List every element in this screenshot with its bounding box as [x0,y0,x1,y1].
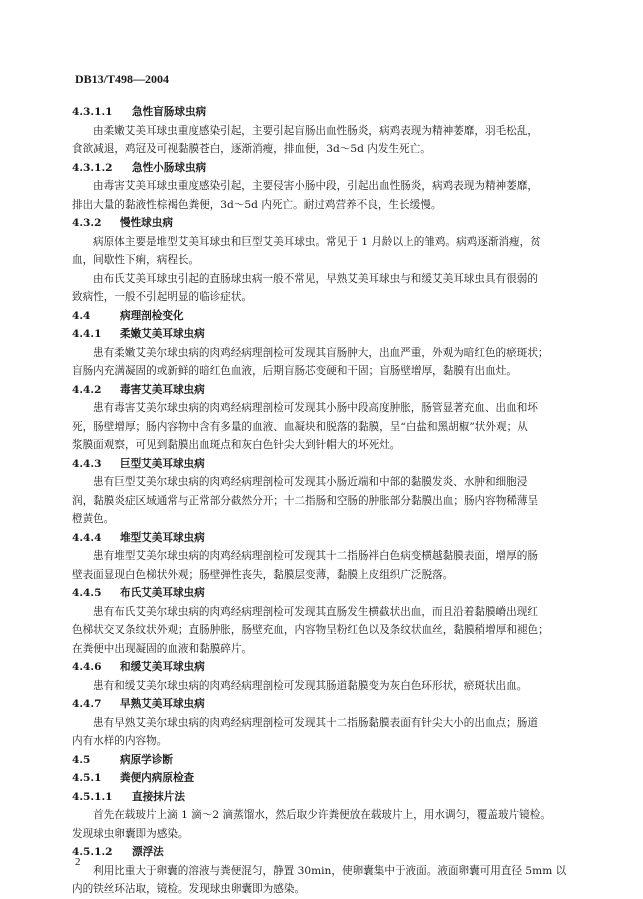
paragraph-line: 患有布氏艾美尔球虫病的肉鸡经病理剖检可发现其直肠发生横截状出血，而且沿着黏膜嵴出现红 [93,605,538,618]
paragraph-line: 死，肠壁增厚；肠内容物中含有多量的血液、血凝块和脱落的黏膜，呈“白盐和黑胡椒”状外观；从 [72,420,528,433]
section-title: 粪便内病原检查 [120,772,195,784]
section-title: 柔嫩艾美耳球虫病 [120,328,205,340]
section-number: 4.5.1 [72,772,102,784]
section-title: 毒害艾美耳球虫病 [120,383,205,396]
section-heading [72,381,580,400]
section-heading [72,214,580,233]
document-body [72,103,580,899]
section-title: 急性小肠球虫病 [132,161,207,174]
section-heading [72,325,580,344]
section-number: 4.4.1 [72,328,102,340]
section-number: 4.4.6 [72,661,102,673]
document-code: DB13/T498—2004 [75,72,170,86]
section-number: 4.4.7 [72,698,102,710]
section-heading [72,584,580,603]
paragraph-line: 患有早熟艾美尔球虫病的肉鸡经病理剖检可发现其十二指肠黏膜表面有针尖大小的出血点；肠道 [93,716,538,729]
section-heading [72,769,580,788]
section-number: 4.3.2 [72,217,102,229]
section-title: 漂浮法 [132,846,164,858]
paragraph-line: 壁表面显现白色梯状外观；肠壁弹性丧失，黏膜层变薄，黏膜上皮组织广泛脱落。 [72,568,454,581]
section-title: 和缓艾美耳球虫病 [120,661,205,673]
paragraph-line: 致病性，一般不引起明显的临诊症状。 [72,291,253,303]
section-title: 巨型艾美耳球虫病 [120,457,205,470]
section-number: 4.4.4 [72,531,102,544]
section-number: 4.4.3 [72,457,102,470]
section-title: 直接抹片法 [132,790,185,803]
paragraph-line: 首先在载玻片上滴 1 滴～2 滴蒸馏水，然后取少许粪便放在载玻片上，用水调匀，覆盖玻片镜检。 [93,809,551,821]
paragraph-line: 病原体主要是堆型艾美耳球虫和巨型艾美耳球虫。常见于 1 月龄以上的雏鸡。病鸡逐渐消瘦，贫 [93,235,541,248]
paragraph-line: 内的铁丝环沾取，镜检。发现球虫卵囊即为感染。 [72,883,306,895]
paragraph-line: 由毒害艾美耳球虫重度感染引起，主要侵害小肠中段，引起出血性肠炎，病鸡表现为精神萎靡， [93,180,538,192]
section-number: 4.4 [72,309,91,322]
section-number: 4.5.1.1 [72,790,113,803]
section-number: 4.5.1.2 [72,846,113,858]
section-heading [72,695,580,714]
paragraph-line: 润，黏膜炎症区域通常与正常部分截然分开；十二指肠和空肠的肿胀部分黏膜出血；肠内容物稀薄呈 [72,494,539,507]
paragraph-line: 浆膜面观察，可见到黏膜出血斑点和灰白色针尖大到针帽大的坏死灶。 [72,439,401,451]
section-title: 布氏艾美耳球虫病 [120,587,205,599]
section-heading [72,103,580,122]
section-number: 4.5 [72,753,91,766]
paragraph-line: 发现球虫卵囊即为感染。 [72,827,189,840]
page-number: 2 [75,856,81,868]
section-heading [72,751,580,770]
section-heading [72,159,580,178]
paragraph-line: 患有毒害艾美尔球虫病的肉鸡经病理剖检可发现其小肠中段高度肿胀，肠管显著充血、出血和坏 [93,402,538,414]
section-title: 病理剖检变化 [120,309,184,322]
paragraph-line: 在粪便中出现凝固的血液和黏膜碎片。 [72,642,253,655]
paragraph-line: 内有水样的内容物。 [72,735,168,747]
section-title: 慢性球虫病 [120,217,173,229]
section-title: 早熟艾美耳球虫病 [120,698,205,710]
paragraph-line: 盲肠内充满凝固的或新鲜的暗红色血液，后期盲肠芯变硬和干固；盲肠壁增厚，黏膜有出血灶。 [72,365,517,377]
paragraph-line: 橙黄色。 [72,513,115,525]
paragraph-line: 色梯状交叉条纹状外观；直肠肿胀，肠壁充血，内容物呈粉红色以及条纹状血丝，黏膜稍增厚和褪色； [72,624,549,636]
paragraph-line: 患有和缓艾美尔球虫病的肉鸡经病理剖检可发现其肠道黏膜变为灰白色环形状，瘀斑状出血。 [93,679,528,692]
section-heading [72,658,580,677]
section-title: 急性盲肠球虫病 [132,106,207,118]
paragraph-line: 食欲减退，鸡冠及可视黏膜苍白，逐渐消瘦，排血便，3d～5d 内发生死亡。 [72,143,431,155]
paragraph-line: 患有堆型艾美尔球虫病的肉鸡经病理剖检可发现其十二指肠袢白色病变横越黏膜表面，增厚的肠 [93,550,538,562]
section-title: 病原学诊断 [120,753,173,766]
paragraph-line: 血，间歇性下痢，病程长。 [72,254,200,266]
section-number: 4.3.1.1 [72,106,113,118]
section-heading [72,455,580,474]
section-number: 4.3.1.2 [72,161,113,174]
section-title: 堆型艾美耳球虫病 [120,531,205,544]
section-number: 4.4.2 [72,383,102,396]
paragraph-line: 排出大量的黏液性棕褐色粪便，3d～5d 内死亡。耐过鸡营养不良，生长缓慢。 [72,198,442,211]
section-heading [72,529,580,548]
section-heading [72,843,580,862]
paragraph-line: 患有巨型艾美尔球虫病的肉鸡经病理剖检可发现其小肠近端和中部的黏膜发炎、水肿和细胞浸 [93,476,528,488]
section-heading [72,788,580,807]
paragraph-line: 由布氏艾美耳球虫引起的直肠球虫病一般不常见，早熟艾美耳球虫与和缓艾美耳球虫具有很弱的 [93,272,538,285]
paragraph-line: 患有柔嫩艾美尔球虫病的肉鸡经病理剖检可发现其盲肠肿大，出血严重，外观为暗红色的瘀斑状； [93,346,549,359]
paragraph-line: 由柔嫩艾美耳球虫重度感染引起，主要引起盲肠出血性肠炎，病鸡表现为精神萎靡，羽毛松乱， [93,124,538,137]
paragraph-line: 利用比重大于卵囊的溶液与粪便混匀，静置 30min，使卵囊集中于液面。液面卵囊可用直径 5mm 以 [93,864,567,877]
section-heading [72,307,580,326]
section-number: 4.4.5 [72,587,102,599]
